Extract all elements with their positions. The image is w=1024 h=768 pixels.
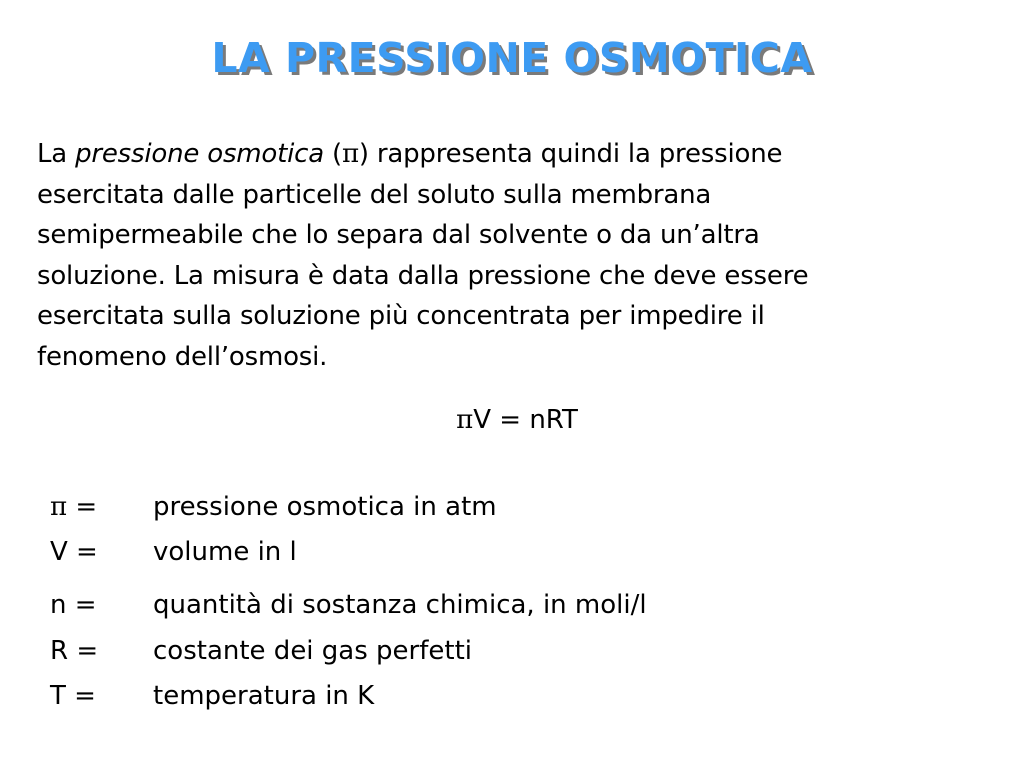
formula [0, 400, 1024, 440]
legend-symbol: R = [50, 636, 99, 666]
paragraph-text: ( [323, 139, 342, 169]
legend-symbol [50, 487, 150, 527]
slide-title: LA PRESSIONE OSMOTICA [211, 34, 813, 82]
paragraph-line-4: soluzione. La misura è data dalla pressione che deve essere [37, 260, 809, 291]
paragraph-line-6: fenomeno dell’osmosi. [37, 341, 328, 372]
legend-description: costante dei gas perfetti [153, 636, 472, 666]
body-paragraph [37, 134, 997, 377]
pi-symbol: π [456, 405, 474, 435]
legend-description: quantità di sostanza chimica, in moli/l [153, 590, 647, 620]
legend-description: pressione osmotica in atm [153, 492, 497, 522]
pi-symbol: π [50, 492, 68, 522]
legend-symbol: V = [50, 537, 98, 567]
paragraph-line-5: esercitata sulla soluzione più concentrata per impedire il [37, 301, 765, 331]
paragraph-italic-term: pressione osmotica [75, 139, 324, 169]
paragraph-line-2: esercitata dalle particelle del soluto sulla membrana [37, 179, 712, 210]
legend-symbol: n = [50, 590, 97, 620]
legend-description: temperatura in K [153, 681, 375, 711]
pi-symbol: π [342, 139, 359, 169]
legend-symbol-text: = [67, 492, 98, 522]
paragraph-text: La [37, 139, 76, 169]
paragraph-text: ) rappresenta quindi la pressione [358, 139, 783, 169]
legend-symbol: T = [50, 681, 96, 711]
legend-description: volume in l [153, 537, 297, 567]
paragraph-line-3: semipermeabile che lo separa dal solvente o da un’altra [37, 220, 760, 250]
paragraph-line-1 [37, 134, 997, 175]
formula-text: V = nRT [473, 405, 578, 435]
